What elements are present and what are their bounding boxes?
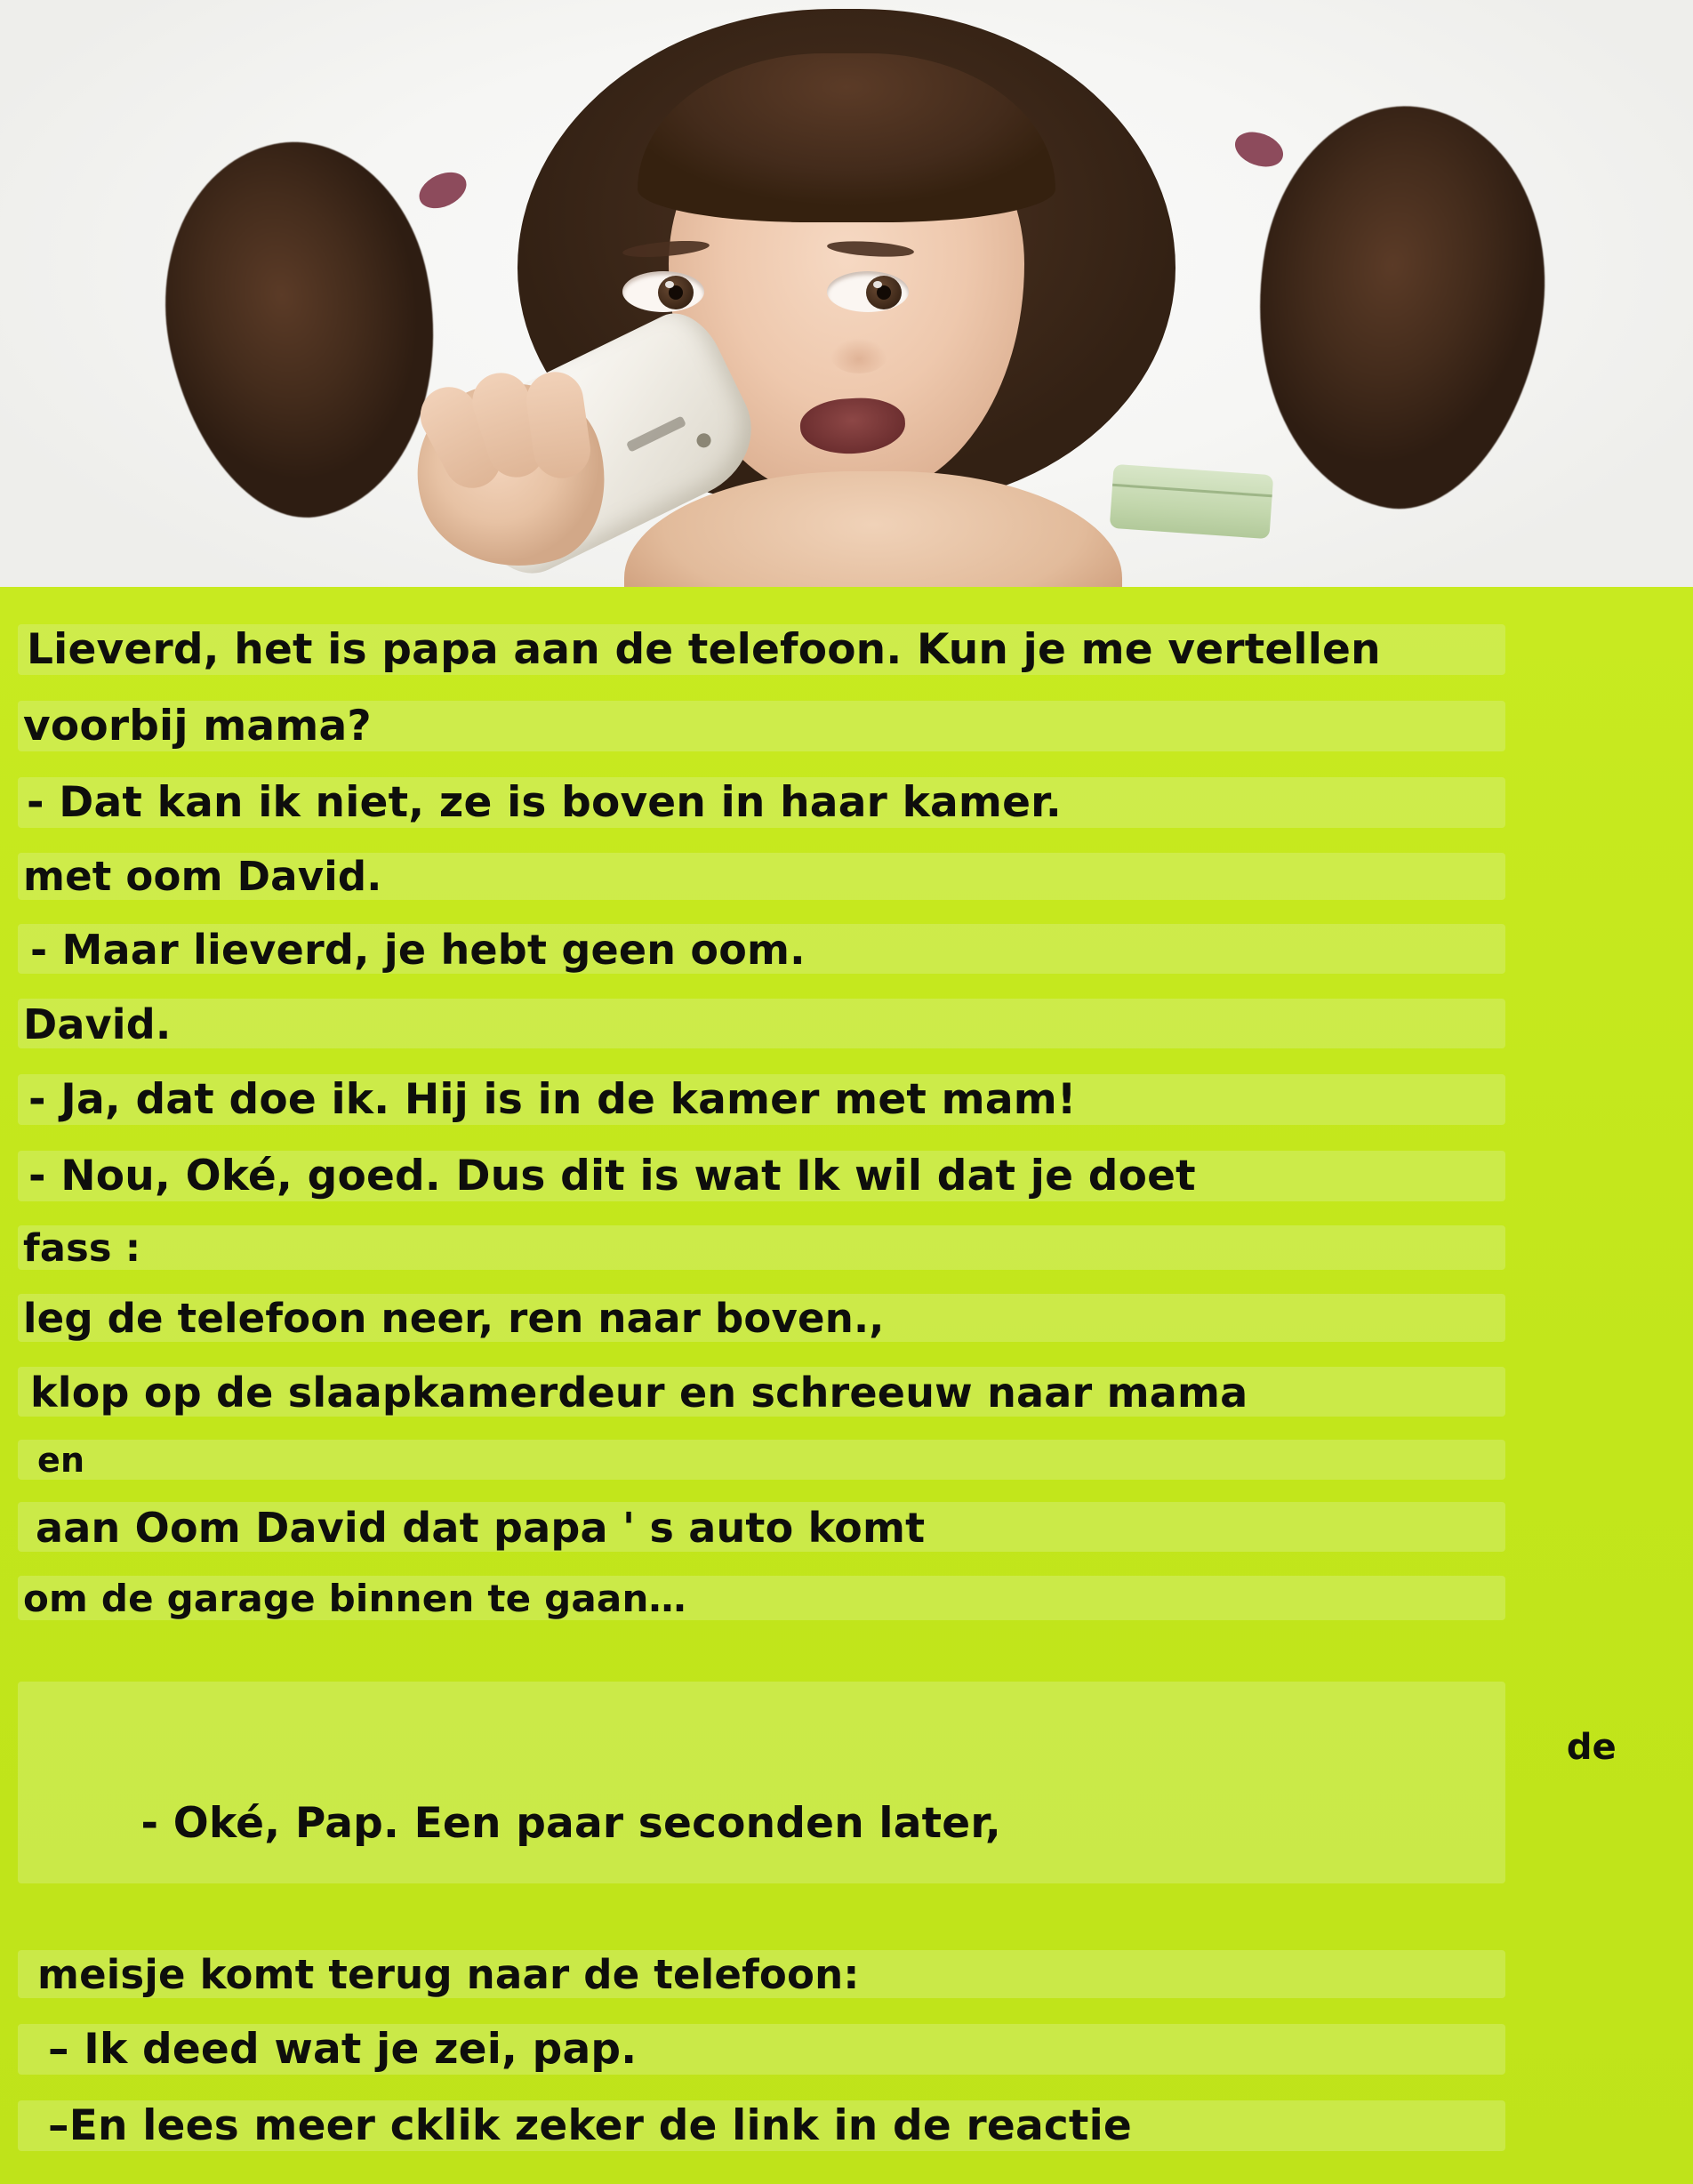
caption-area <box>0 587 1693 2184</box>
caption-line-3: - Dat kan ik niet, ze is boven in haar kamer. <box>23 765 1670 841</box>
caption-line-8: - Nou, Oké, goed. Dus dit is wat Ik wil dat je doet <box>23 1138 1670 1215</box>
eye-left <box>622 271 704 312</box>
photo-area <box>0 0 1693 587</box>
caption-line-15: de - Oké, Pap. Een paar seconden later, <box>23 1633 1670 1939</box>
iris-left <box>658 276 694 309</box>
caption-line-10: leg de telefoon neer, ren naar boven., <box>23 1282 1670 1355</box>
caption-line-2: voorbij mama? <box>23 688 1670 765</box>
caption-line-11: klop op de slaapkamerdeur en schreeuw naar mama <box>23 1355 1670 1430</box>
caption-line-6: David. <box>23 987 1670 1062</box>
nose <box>830 338 887 373</box>
eye-right <box>827 271 909 312</box>
caption-line-17: – Ik deed wat je zei, pap. <box>23 2011 1670 2088</box>
caption-line-1: Lieverd, het is papa aan de telefoon. Kun je me vertellen <box>23 612 1670 688</box>
photo-illustration <box>0 0 1693 587</box>
caption-lines <box>0 587 1693 2164</box>
caption-line-14: om de garage binnen te gaan… <box>23 1565 1670 1633</box>
caption-line-5: - Maar lieverd, je hebt geen oom. <box>23 912 1670 987</box>
caption-line-4: met oom David. <box>23 841 1670 912</box>
caption-line-7: - Ja, dat doe ik. Hij is in de kamer met mam! <box>23 1062 1670 1138</box>
eye-glint-left <box>665 281 674 288</box>
handset-dot <box>694 431 713 450</box>
caption-line-18: –En lees meer cklik zeker de link in de reactie <box>23 2088 1670 2164</box>
iris-right <box>866 276 902 309</box>
caption-line-9: fass : <box>23 1215 1670 1282</box>
caption-line-15-trailing-word: de <box>1566 1727 1617 1768</box>
caption-line-13: aan Oom David dat papa ' s auto komt <box>23 1490 1670 1565</box>
shirt-strap <box>1110 464 1274 539</box>
caption-line-12: en <box>23 1430 1670 1490</box>
eye-glint-right <box>873 281 882 288</box>
handset-label <box>626 415 686 452</box>
caption-line-16: meisje komt terug naar de telefoon: <box>23 1939 1670 2011</box>
